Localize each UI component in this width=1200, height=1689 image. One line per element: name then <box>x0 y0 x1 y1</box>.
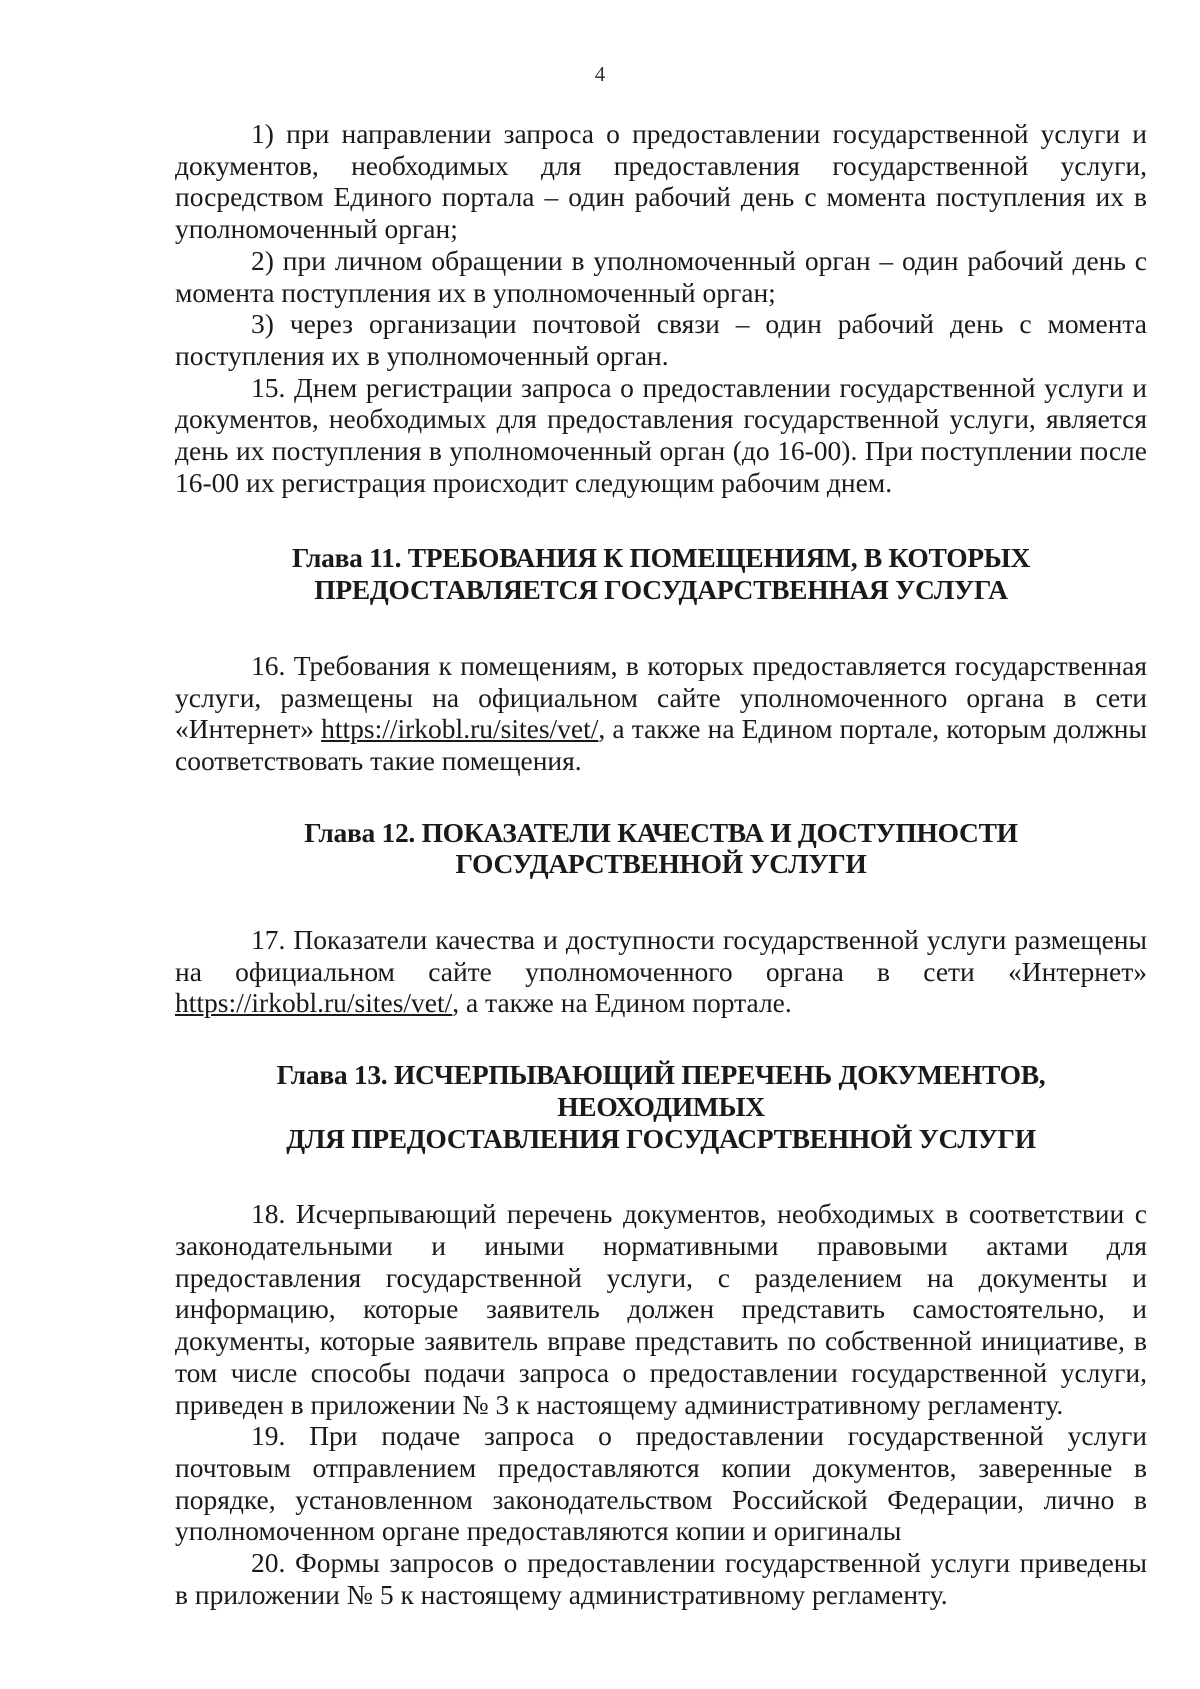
paragraph-17-text-end: , а также на Едином портале. <box>452 987 792 1019</box>
chapter-12-heading-line2: ГОСУДАРСТВЕННОЙ УСЛУГИ <box>455 848 867 880</box>
paragraph-15: 15. Днем регистрации запроса о предоставлении государственной услуги и документов, необходимых для предоставления государственной услуги, является день их поступления в уполномоченный орган (до 16-00). При поступлении после 16-00 их регистрация происходит следующим рабочим днем. <box>175 371 1147 498</box>
paragraph-19: 19. При подаче запроса о предоставлении государственной услуги почтовым отправлением предоставляются копии документов, заверенные в порядке, установленном законодательством Российской Федерации, лично в уполномоченном органе предоставляются копии и оригиналы <box>175 1420 1147 1547</box>
paragraph-18: 18. Исчерпывающий перечень документов, необходимых в соответствии с законодательными и иными нормативными правовыми актами для предоставления государственной услуги, с разделением на документы и информацию, которые заявитель должен представить самостоятельно, и документы, которые заявитель вправе представить по собственной инициативе, в том числе способы подачи запроса о предоставлении государственной услуги, приведен в приложении № 3 к настоящему административному регламенту. <box>175 1198 1147 1420</box>
chapter-12-heading-line1: Глава 12. ПОКАЗАТЕЛИ КАЧЕСТВА И ДОСТУПНОСТИ <box>304 816 1018 848</box>
paragraph-14-1: 1) при направлении запроса о предоставлении государственной услуги и документов, необходимых для предоставления государственной услуги, посредством Единого портала – один рабочий день с момента поступления их в уполномоченный орган; <box>175 118 1147 245</box>
chapter-11-heading-line1: Глава 11. ТРЕБОВАНИЯ К ПОМЕЩЕНИЯМ, В КОТОРЫХ <box>291 542 1031 574</box>
chapter-13-heading <box>175 1059 1147 1154</box>
website-link[interactable]: https://irkobl.ru/sites/vet/ <box>321 713 599 745</box>
paragraph-14-3: 3) через организации почтовой связи – один рабочий день с момента поступления их в уполномоченный орган. <box>175 308 1147 371</box>
paragraph-16-text-end: , а также на Едином портале, которым должны соответствовать такие помещения. <box>175 713 1147 776</box>
paragraph-16-text: 16. Требования к помещениям, в которых предоставляется государственная услуги, размещены на официальном сайте уполномоченного органа в сети «Интернет» <box>175 649 1147 745</box>
chapter-13-heading-line2: ДЛЯ ПРЕДОСТАВЛЕНИЯ ГОСУДАСРТВЕННОЙ УСЛУГИ <box>286 1122 1036 1154</box>
chapter-12-heading <box>175 817 1147 880</box>
paragraph-17 <box>175 924 1147 1019</box>
page-number: 4 <box>594 62 606 86</box>
paragraph-17-text: 17. Показатели качества и доступности государственной услуги размещены на официальном сайте уполномоченного органа в сети «Интернет» <box>175 924 1147 987</box>
paragraph-20: 20. Формы запросов о предоставлении государственной услуги приведены в приложении № 5 к настоящему административному регламенту. <box>175 1547 1147 1610</box>
chapter-13-heading-line1: Глава 13. ИСЧЕРПЫВАЮЩИЙ ПЕРЕЧЕНЬ ДОКУМЕНТОВ, НЕОХОДИМЫХ <box>276 1059 1046 1122</box>
chapter-11-heading-line2: ПРЕДОСТАВЛЯЕТСЯ ГОСУДАРСТВЕННАЯ УСЛУГА <box>314 574 1008 606</box>
document-body <box>175 118 1147 1610</box>
paragraph-14-2: 2) при личном обращении в уполномоченный орган – один рабочий день с момента поступления их в уполномоченный орган; <box>175 244 1147 308</box>
website-link[interactable]: https://irkobl.ru/sites/vet/ <box>175 987 453 1019</box>
chapter-11-heading <box>175 542 1147 605</box>
paragraph-16 <box>175 650 1147 777</box>
